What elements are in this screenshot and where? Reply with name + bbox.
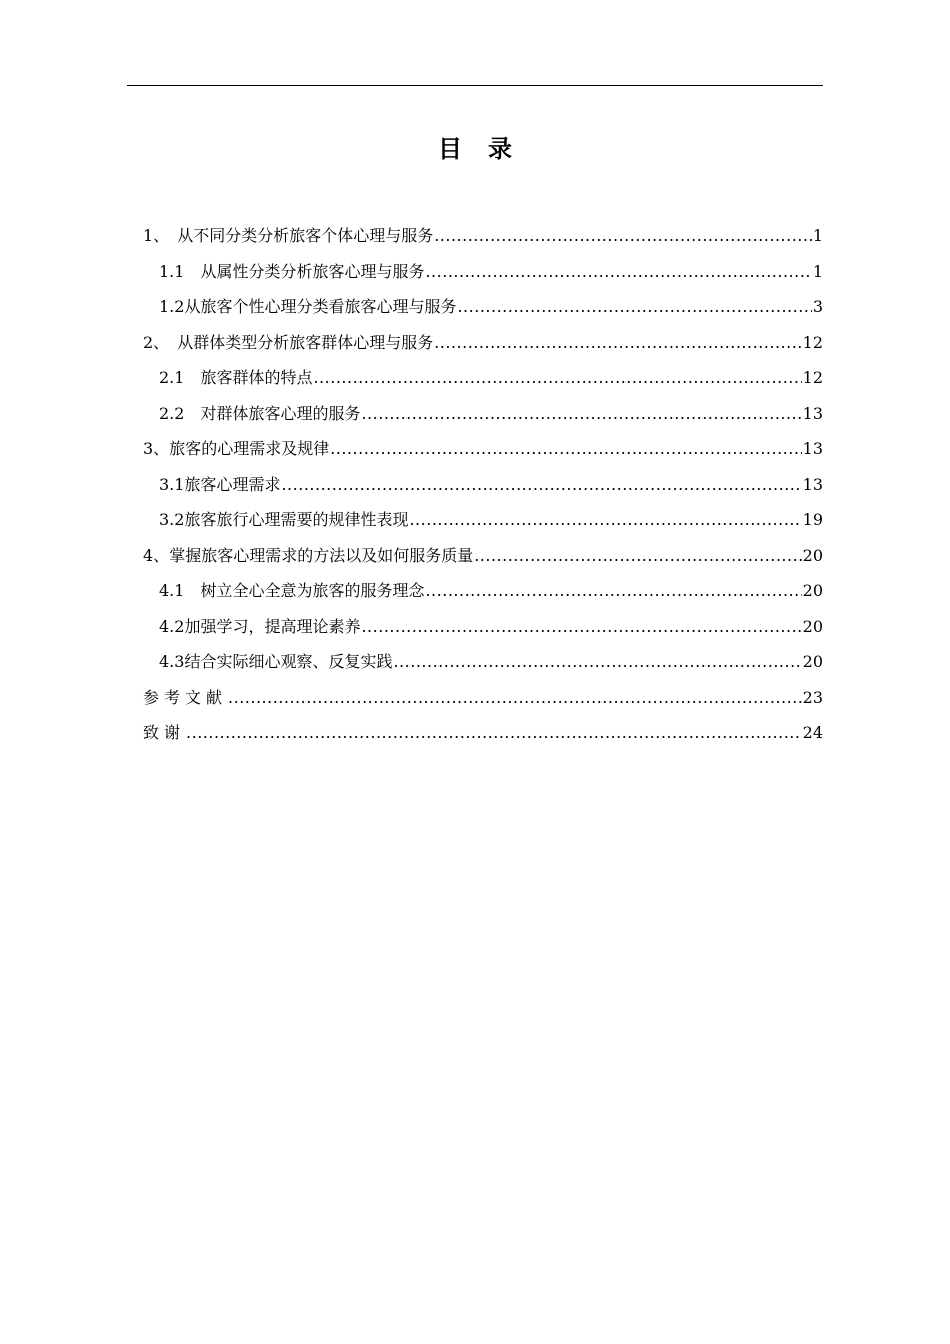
toc-entry-3[interactable] [143, 431, 823, 467]
dot-leader [313, 360, 801, 396]
toc-entry-1[interactable] [143, 218, 823, 254]
dot-leader [474, 538, 801, 574]
toc-entry-4[interactable] [143, 538, 823, 574]
toc-entry-page: 13 [802, 439, 823, 458]
dot-leader [425, 573, 801, 609]
dot-leader [393, 644, 801, 680]
toc-entry-number: 2、 [143, 332, 178, 352]
toc-entry-page: 23 [802, 687, 823, 707]
toc-entry-title: 对群体旅客心理的服务 [200, 403, 361, 423]
header-rule [127, 85, 823, 86]
toc-entry-title: 结合实际细心观察、反复实践 [184, 652, 393, 671]
toc-entry-title: 旅客心理需求 [184, 474, 281, 494]
toc-entry-3-2[interactable] [143, 502, 823, 538]
dot-leader [330, 431, 801, 467]
toc-entry-page: 19 [802, 510, 823, 529]
toc-entry-title: 从属性分类分析旅客心理与服务 [200, 261, 425, 281]
dot-leader [409, 502, 801, 538]
toc-entry-number: 3、 [143, 439, 170, 458]
dot-leader [228, 680, 802, 716]
toc-entry-number: 4.1 [159, 581, 201, 600]
toc-entry-number: 3.2 [159, 510, 185, 529]
toc-entry-3-1[interactable] [143, 467, 823, 503]
toc-entry-number: 2.2 [159, 403, 201, 423]
toc-entry-title: 加强学习，提高理论素养 [184, 616, 361, 636]
toc-entry-page: 20 [802, 616, 823, 636]
toc-entry-page: 24 [802, 723, 823, 742]
toc-entry-page: 13 [802, 474, 823, 494]
toc-entry-title: 树立全心全意为旅客的服务理念 [200, 581, 425, 600]
toc-entry-page: 13 [802, 403, 823, 423]
toc-entry-number: 4.2 [159, 616, 185, 636]
toc-entry-title: 从群体类型分析旅客群体心理与服务 [177, 332, 434, 352]
toc-entry-4-2[interactable] [143, 609, 823, 645]
toc-entry-2[interactable] [143, 325, 823, 361]
toc-entry-number: 3.1 [159, 474, 185, 494]
page-title: 目录 [438, 135, 538, 163]
toc-entry-page: 20 [802, 652, 823, 671]
toc-entry-page: 20 [802, 545, 823, 565]
toc-entry-number: 4.3 [159, 652, 185, 671]
toc-entry-1-2[interactable] [143, 289, 823, 325]
toc-entry-title: 旅客群体的特点 [200, 368, 313, 387]
dot-leader [186, 715, 802, 751]
toc-entry-4-1[interactable] [143, 573, 823, 609]
toc-entry-title: 旅客旅行心理需要的规律性表现 [184, 510, 409, 529]
toc-entry-2-1[interactable] [143, 360, 823, 396]
toc-entry-number: 1、 [143, 226, 178, 245]
dot-leader [457, 289, 811, 325]
toc-entry-page: 3 [812, 297, 823, 316]
table-of-contents [143, 218, 823, 751]
toc-entry-page: 1 [812, 261, 823, 281]
toc-entry-4-3[interactable] [143, 644, 823, 680]
toc-entry-references[interactable] [143, 680, 823, 716]
dot-leader [425, 254, 811, 290]
dot-leader [434, 325, 801, 361]
dot-leader [434, 218, 812, 254]
toc-entry-title: 掌握旅客心理需求的方法以及如何服务质量 [169, 545, 474, 565]
toc-entry-page: 12 [802, 368, 823, 387]
toc-entry-acknowledgements[interactable] [143, 715, 823, 751]
toc-entry-number: 4、 [143, 545, 170, 565]
dot-leader [281, 467, 801, 503]
toc-entry-page: 20 [802, 581, 823, 600]
toc-entry-title: 旅客的心理需求及规律 [169, 439, 330, 458]
toc-entry-page: 1 [812, 226, 823, 245]
toc-entry-page: 12 [802, 332, 823, 352]
toc-entry-number: 2.1 [159, 368, 201, 387]
toc-entry-title: 参考文献 [143, 687, 228, 707]
toc-entry-number: 1.2 [159, 297, 185, 316]
dot-leader [361, 396, 801, 432]
toc-entry-1-1[interactable] [143, 254, 823, 290]
toc-entry-number: 1.1 [159, 261, 201, 281]
toc-entry-title: 从旅客个性心理分类看旅客心理与服务 [184, 297, 457, 316]
dot-leader [361, 609, 801, 645]
toc-entry-title: 从不同分类分析旅客个体心理与服务 [177, 226, 434, 245]
toc-entry-2-2[interactable] [143, 396, 823, 432]
toc-entry-title: 致谢 [143, 723, 186, 742]
